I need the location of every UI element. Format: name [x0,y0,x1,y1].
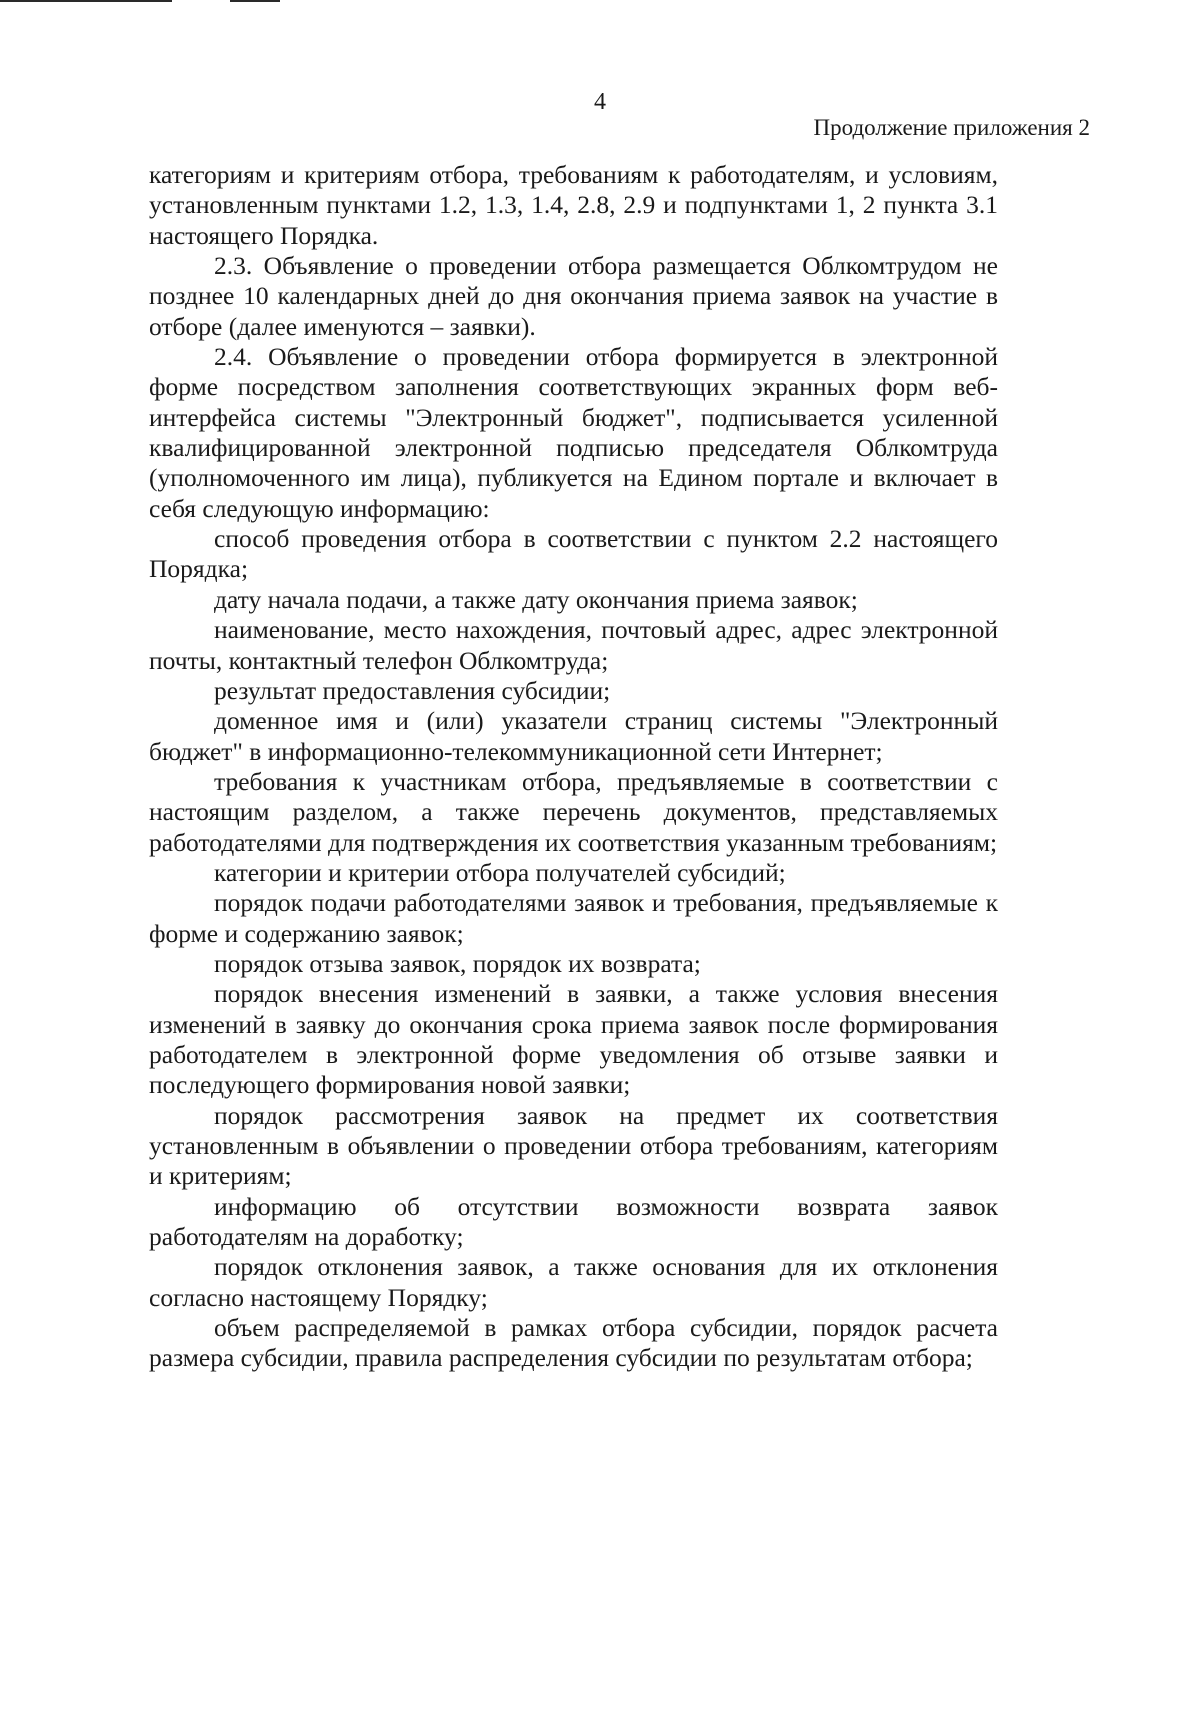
scan-edge-mark [230,0,280,2]
document-paragraph: порядок подачи работодателями заявок и требования, предъявляемые к форме и содержанию заявок; [149,888,998,948]
document-paragraph: результат предоставления субсидии; [214,675,611,705]
document-paragraph: порядок отклонения заявок, а также основания для их отклонения согласно настоящему Порядку; [149,1252,998,1312]
page-number: 4 [594,89,606,115]
document-paragraph: порядок отзыва заявок, порядок их возврата; [214,948,701,978]
document-paragraph: требования к участникам отбора, предъявляемые в соответствии с настоящим разделом, а также перечень документов, представляемых работодателями для подтверждения их соответствия указанным требованиям; [149,766,998,857]
document-paragraph: доменное имя и (или) указатели страниц системы "Электронный бюджет" в информационно-телекоммуникационной сети Интернет; [149,706,998,766]
document-paragraph: 2.4. Объявление о проведении отбора формируется в электронной форме посредством заполнения соответствующих экранных форм веб-интерфейса системы "Электронный бюджет", подписывается усиленной квалифицированной электронной подписью председателя Облкомтруда (уполномоченного им лица), публикуется на Едином портале и включает в себя следующую информацию: [149,342,998,523]
document-paragraph: дату начала подачи, а также дату окончания приема заявок; [214,584,858,614]
document-paragraph: способ проведения отбора в соответствии с пунктом 2.2 настоящего Порядка; [149,524,998,584]
document-paragraph: объем распределяемой в рамках отбора субсидии, порядок расчета размера субсидии, правила распределения субсидии по результатам отбора; [149,1313,998,1373]
scan-edge-mark [0,0,172,2]
document-paragraph: порядок рассмотрения заявок на предмет их соответствия установленным в объявлении о проведении отбора требованиям, категориям и критериям; [149,1100,998,1191]
document-paragraph: категории и критерии отбора получателей субсидий; [214,857,786,887]
document-paragraph: наименование, место нахождения, почтовый адрес, адрес электронной почты, контактный телефон Облкомтруда; [149,615,998,675]
document-paragraph: порядок внесения изменений в заявки, а также условия внесения изменений в заявку до окончания срока приема заявок после формирования работодателем в электронной форме уведомления об отзыве заявки и последующего формирования новой заявки; [149,979,998,1100]
document-paragraph: информацию об отсутствии возможности возврата заявок работодателям на доработку; [149,1191,998,1252]
document-paragraph: категориям и критериям отбора, требованиям к работодателям, и условиям, установленным пунктами 1.2, 1.3, 1.4, 2.8, 2.9 и подпунктами 1, 2 пункта 3.1 настоящего Порядка. [149,160,998,250]
document-body [149,160,998,1374]
document-paragraph: 2.3. Объявление о проведении отбора размещается Облкомтрудом не позднее 10 календарных дней до дня окончания приема заявок на участие в отборе (далее именуются – заявки). [149,251,998,341]
appendix-continuation-label: Продолжение приложения 2 [813,115,1090,140]
